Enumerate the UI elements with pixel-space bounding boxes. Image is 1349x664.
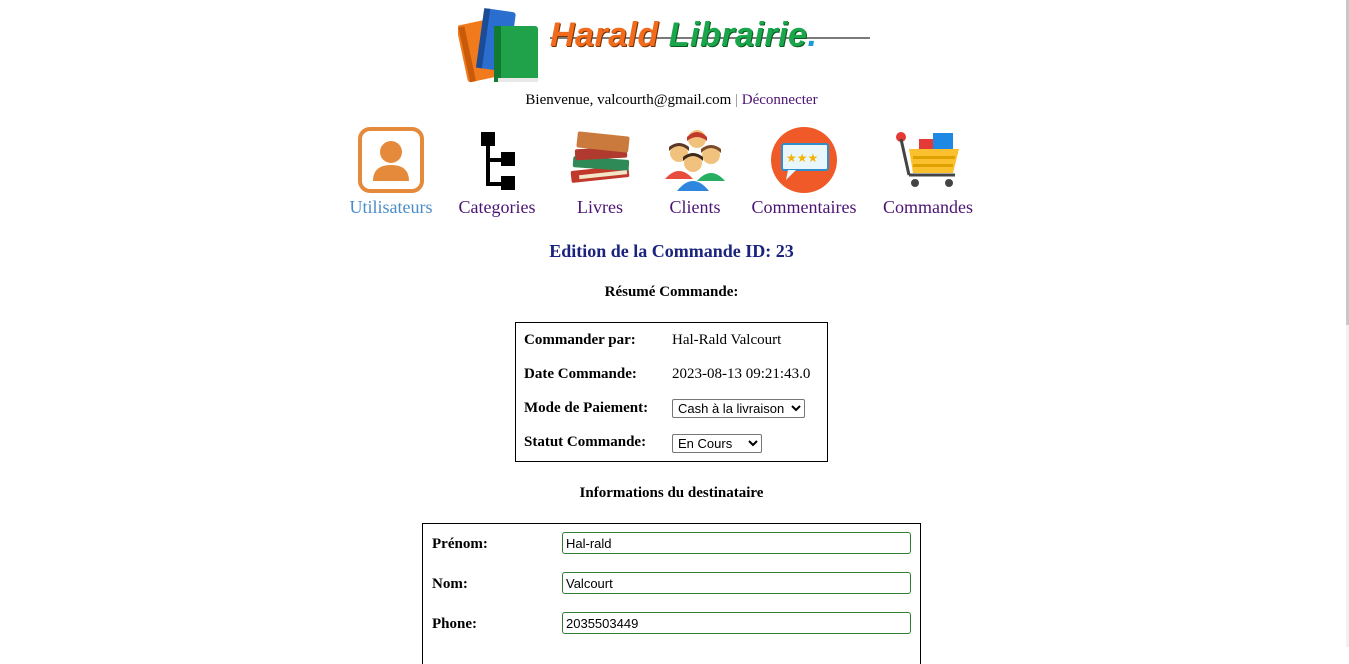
nav-label-livres: Livres <box>577 197 623 217</box>
page-title: Edition de la Commande ID: 23 <box>549 241 794 261</box>
nav-item-commentaires[interactable] <box>746 126 862 218</box>
phone-input[interactable] <box>562 612 911 634</box>
welcome-bar <box>0 92 1343 109</box>
brand-word-2: Librairie <box>668 16 808 54</box>
people-icon <box>663 127 727 193</box>
lastname-input[interactable] <box>562 572 911 594</box>
ordered-by-label: Commander par: <box>524 332 636 348</box>
nav-item-livres[interactable] <box>562 126 638 218</box>
ordered-by-value: Hal-Rald Valcourt <box>672 332 782 348</box>
hierarchy-icon <box>475 128 519 192</box>
recipient-heading: Informations du destinataire <box>579 485 764 501</box>
firstname-input[interactable] <box>562 532 911 554</box>
recipient-form <box>422 523 921 664</box>
recipient-row-lastname <box>432 572 912 596</box>
nav-item-utilisateurs[interactable] <box>345 126 437 218</box>
firstname-label: Prénom: <box>432 536 488 552</box>
nav-label-commentaires: Commentaires <box>751 197 857 217</box>
welcome-text: Bienvenue, valcourth@gmail.com <box>525 92 732 108</box>
welcome-separator: | <box>735 92 739 108</box>
payment-mode-select[interactable] <box>672 399 805 418</box>
recipient-row-firstname <box>432 532 912 556</box>
books-icon <box>565 128 635 192</box>
nav-label-utilisateurs: Utilisateurs <box>349 197 433 217</box>
recipient-row-phone <box>432 612 912 636</box>
brand-name <box>550 16 817 55</box>
summary-heading: Résumé Commande: <box>604 284 739 300</box>
brand-dot: . <box>807 16 818 54</box>
nav-item-categories[interactable] <box>455 126 539 218</box>
brand-word-1: Harald <box>550 16 659 54</box>
site-logo[interactable] <box>458 8 878 86</box>
order-date-label: Date Commande: <box>524 366 637 382</box>
nav-label-commandes: Commandes <box>883 197 973 217</box>
logout-link[interactable]: Déconnecter <box>741 92 818 108</box>
nav-label-categories: Categories <box>458 197 536 217</box>
order-date-value: 2023-08-13 09:21:43.0 <box>672 366 811 382</box>
order-status-select[interactable] <box>672 434 762 453</box>
order-status-label: Statut Commande: <box>524 434 647 450</box>
user-icon <box>358 127 424 193</box>
payment-mode-label: Mode de Paiement: <box>524 400 649 416</box>
order-summary-table <box>515 322 828 462</box>
nav-item-commandes[interactable] <box>878 126 978 218</box>
shopping-cart-icon <box>893 129 963 191</box>
comment-stars-icon <box>770 126 838 194</box>
nav-item-clients[interactable] <box>660 126 730 218</box>
nav-label-clients: Clients <box>669 197 721 217</box>
phone-label: Phone: <box>432 616 477 632</box>
lastname-label: Nom: <box>432 576 468 592</box>
books-logo-icon <box>458 8 548 86</box>
svg-text:★★★: ★★★ <box>786 151 819 165</box>
